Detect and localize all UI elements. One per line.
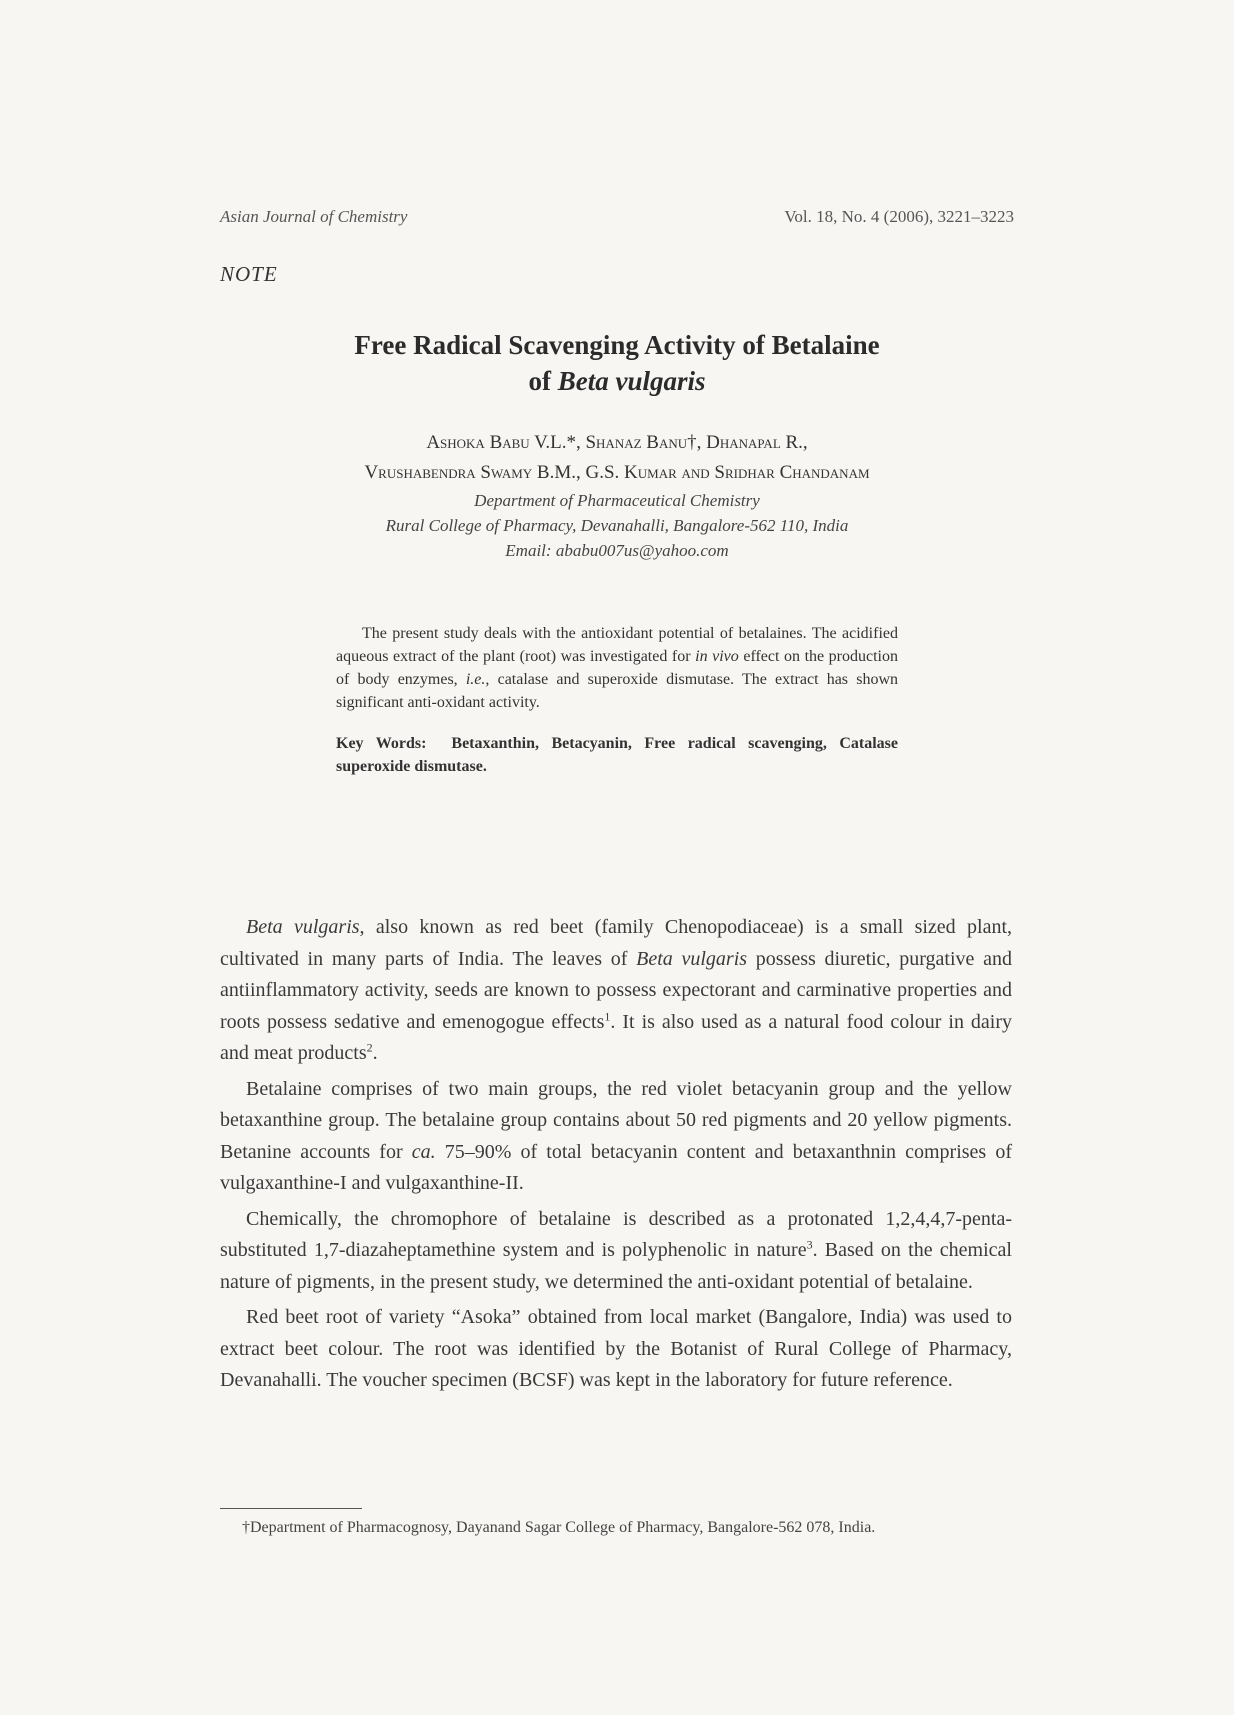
abstract-part-2: effect on the production of body enzymes, xyxy=(336,648,898,688)
p2-text-a: Betalaine comprises of two main groups, the red violet betacyanin group and the yellow betaxanthine group. The betalaine group contains about 50 red pigments and 20 yellow pigments. Betanine accounts for xyxy=(220,1077,1012,1163)
abstract xyxy=(336,622,898,778)
affiliation-college: Rural College of Pharmacy, Devanahalli, Bangalore-562 110, India xyxy=(385,516,849,535)
abstract-italic-2: i.e., xyxy=(465,671,490,688)
species-name: Beta vulgaris xyxy=(246,916,360,938)
title-line-2-prefix: of xyxy=(528,366,558,396)
author-list xyxy=(0,428,1234,488)
species-name: Beta vulgaris xyxy=(636,947,748,970)
citation-ref: 2 xyxy=(366,1040,373,1055)
p2-italic: ca. xyxy=(411,1140,436,1163)
citation-ref: 1 xyxy=(604,1008,611,1023)
body-paragraph-2 xyxy=(220,1074,1012,1200)
section-label: NOTE xyxy=(220,262,278,286)
footnote: †Department of Pharmacognosy, Dayanand Sagar College of Pharmacy, Bangalore-562 078, India. xyxy=(242,1519,876,1536)
abstract-part-1: The present study deals with the antioxidant potential of betalaines. The acidified aqueous extract of the plant (root) was investigated for xyxy=(336,625,898,665)
volume-info: Vol. 18, No. 4 (2006), 3221–3223 xyxy=(784,207,1014,226)
authors-line-1: Ashoka Babu V.L.*, Shanaz Banu†, Dhanapal R., xyxy=(426,432,808,453)
p3-text-b: . Based on the chemical nature of pigments, in the present study, we determined the anti-oxidant potential of betalaine. xyxy=(220,1239,1012,1293)
paper-title xyxy=(0,327,1234,399)
body-paragraph-4: Red beet root of variety “Asoka” obtained from local market (Bangalore, India) was used to extract beet colour. The root was identified by the Botanist of Rural College of Pharmacy, Devanahalli. The voucher specimen (BCSF) was kept in the laboratory for future reference. xyxy=(220,1306,1012,1391)
abstract-italic-1: in vivo xyxy=(695,648,739,665)
p2-text-b: 75–90% of total betacyanin content and betaxanthnin comprises of vulgaxanthine-I and vulgaxanthine-II. xyxy=(220,1140,1012,1194)
title-line-1: Free Radical Scavenging Activity of Betalaine xyxy=(354,330,880,360)
abstract-text xyxy=(336,622,898,714)
journal-name: Asian Journal of Chemistry xyxy=(220,207,408,226)
title-species: Beta vulgaris xyxy=(557,366,706,396)
p1-text-a: , also known as red beet (family Chenopodiaceae) is a small sized plant, cultivated in many parts of India. The leaves of xyxy=(220,916,1012,970)
title-line-2 xyxy=(0,363,1234,399)
body-paragraph-3 xyxy=(220,1204,1012,1299)
citation-ref: 3 xyxy=(806,1237,813,1252)
authors-line-2: Vrushabendra Swamy B.M., G.S. Kumar and Sridhar Chandanam xyxy=(364,462,870,483)
keywords xyxy=(336,732,898,778)
p1-text-d: . xyxy=(372,1042,378,1064)
p1-text-b: possess diuretic, purgative and antiinflammatory activity, seeds are known to possess expectorant and carminative properties and roots possess sedative and emenogogue effects xyxy=(220,947,1012,1033)
abstract-part-3: catalase and superoxide dismutase. The extract has shown significant anti-oxidant activity. xyxy=(336,671,899,711)
footnote-divider xyxy=(220,1508,362,1509)
affiliation-department: Department of Pharmaceutical Chemistry xyxy=(474,491,760,510)
affiliation xyxy=(0,488,1234,563)
keywords-label: Key Words: xyxy=(336,735,427,752)
affiliation-email: Email: ababu007us@yahoo.com xyxy=(505,541,729,560)
body-text xyxy=(220,912,1012,1401)
p3-text-a: Chemically, the chromophore of betalaine is described as a protonated 1,2,4,4,7-penta-substituted 1,7-diazaheptamethine system and is polyphenolic in nature xyxy=(220,1207,1012,1261)
keywords-text: Betaxanthin, Betacyanin, Free radical scavenging, Catalase superoxide dismutase. xyxy=(336,735,898,775)
p1-text-c: . It is also used as a natural food colour in dairy and meat products xyxy=(220,1010,1013,1064)
body-paragraph-1 xyxy=(220,912,1012,1070)
